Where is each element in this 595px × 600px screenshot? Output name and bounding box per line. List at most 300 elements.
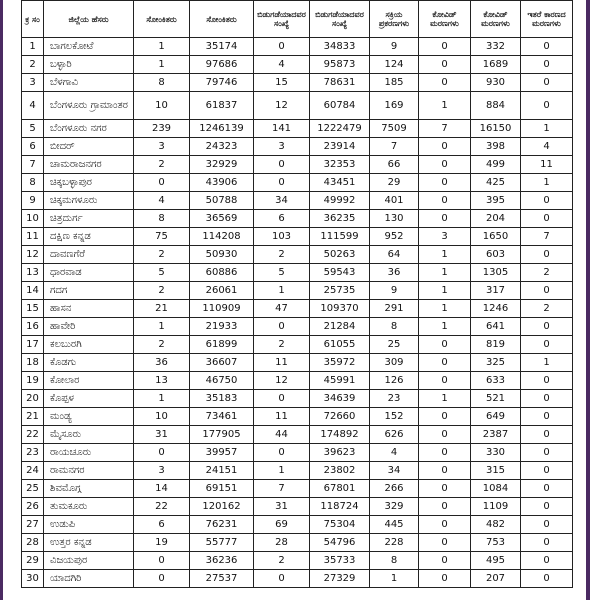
value-cell: 425 — [471, 174, 521, 192]
value-cell: 329 — [370, 498, 419, 516]
header-cell: ಸೋಂಕಿತರು — [190, 1, 254, 38]
serial-number-cell: 27 — [22, 516, 44, 534]
value-cell: 21933 — [190, 318, 254, 336]
value-cell: 27329 — [310, 570, 370, 588]
value-cell: 204 — [471, 210, 521, 228]
value-cell: 35733 — [310, 552, 370, 570]
serial-number-cell: 22 — [22, 426, 44, 444]
value-cell: 0 — [419, 138, 471, 156]
header-row — [22, 1, 573, 38]
value-cell: 3 — [254, 138, 310, 156]
value-cell: 4 — [370, 444, 419, 462]
value-cell: 32353 — [310, 156, 370, 174]
value-cell: 0 — [419, 336, 471, 354]
value-cell: 332 — [471, 38, 521, 56]
value-cell: 0 — [521, 426, 573, 444]
serial-number-cell: 29 — [22, 552, 44, 570]
value-cell: 5 — [254, 264, 310, 282]
value-cell: 36 — [134, 354, 190, 372]
serial-number-cell: 18 — [22, 354, 44, 372]
value-cell: 0 — [419, 74, 471, 92]
value-cell: 0 — [419, 174, 471, 192]
value-cell: 25 — [370, 336, 419, 354]
district-name-cell: ಉಡುಪಿ — [44, 516, 134, 534]
header-cell: ಬಿಡುಗಡೆಯಾದವರ ಸಂಖ್ಯೆ — [254, 1, 310, 38]
value-cell: 4 — [521, 138, 573, 156]
value-cell: 1 — [134, 318, 190, 336]
value-cell: 34 — [254, 192, 310, 210]
serial-number-cell: 8 — [22, 174, 44, 192]
district-name-cell: ಮೈಸೂರು — [44, 426, 134, 444]
value-cell: 12 — [254, 372, 310, 390]
value-cell: 1 — [134, 390, 190, 408]
value-cell: 2 — [134, 336, 190, 354]
value-cell: 0 — [521, 516, 573, 534]
value-cell: 47 — [254, 300, 310, 318]
value-cell: 207 — [471, 570, 521, 588]
value-cell: 43451 — [310, 174, 370, 192]
value-cell: 0 — [254, 38, 310, 56]
value-cell: 8 — [134, 210, 190, 228]
value-cell: 24151 — [190, 462, 254, 480]
value-cell: 398 — [471, 138, 521, 156]
table-row — [22, 192, 573, 210]
table-row — [22, 74, 573, 92]
value-cell: 2 — [134, 282, 190, 300]
value-cell: 0 — [419, 408, 471, 426]
value-cell: 8 — [134, 74, 190, 92]
table-row — [22, 138, 573, 156]
value-cell: 1 — [521, 354, 573, 372]
value-cell: 1 — [134, 38, 190, 56]
value-cell: 0 — [419, 462, 471, 480]
value-cell: 0 — [419, 534, 471, 552]
value-cell: 4 — [134, 192, 190, 210]
value-cell: 239 — [134, 120, 190, 138]
district-covid-table — [21, 0, 573, 588]
value-cell: 61899 — [190, 336, 254, 354]
table-row — [22, 372, 573, 390]
value-cell: 50263 — [310, 246, 370, 264]
value-cell: 49992 — [310, 192, 370, 210]
district-name-cell: ಚಾಮರಾಜನಗರ — [44, 156, 134, 174]
value-cell: 228 — [370, 534, 419, 552]
value-cell: 1246 — [471, 300, 521, 318]
value-cell: 66 — [370, 156, 419, 174]
value-cell: 445 — [370, 516, 419, 534]
district-name-cell: ಚಿತ್ರದುರ್ಗ — [44, 210, 134, 228]
value-cell: 31 — [134, 426, 190, 444]
serial-number-cell: 23 — [22, 444, 44, 462]
table-row — [22, 318, 573, 336]
value-cell: 884 — [471, 92, 521, 120]
value-cell: 15 — [254, 74, 310, 92]
serial-number-cell: 24 — [22, 462, 44, 480]
value-cell: 6 — [134, 516, 190, 534]
value-cell: 330 — [471, 444, 521, 462]
district-name-cell: ರಾಯಚೂರು — [44, 444, 134, 462]
value-cell: 0 — [419, 192, 471, 210]
value-cell: 0 — [521, 390, 573, 408]
value-cell: 109370 — [310, 300, 370, 318]
value-cell: 0 — [521, 534, 573, 552]
value-cell: 2 — [521, 264, 573, 282]
serial-number-cell: 16 — [22, 318, 44, 336]
value-cell: 76231 — [190, 516, 254, 534]
value-cell: 21 — [134, 300, 190, 318]
value-cell: 0 — [419, 480, 471, 498]
table-row — [22, 174, 573, 192]
serial-number-cell: 7 — [22, 156, 44, 174]
value-cell: 45991 — [310, 372, 370, 390]
value-cell: 69 — [254, 516, 310, 534]
district-name-cell: ಬೆಂಗಳೂರು ಗ್ರಾಮಾಂತರ — [44, 92, 134, 120]
value-cell: 31 — [254, 498, 310, 516]
value-cell: 46750 — [190, 372, 254, 390]
value-cell: 1 — [419, 92, 471, 120]
value-cell: 39623 — [310, 444, 370, 462]
district-name-cell: ಹಾವೇರಿ — [44, 318, 134, 336]
value-cell: 0 — [521, 192, 573, 210]
serial-number-cell: 1 — [22, 38, 44, 56]
value-cell: 23802 — [310, 462, 370, 480]
value-cell: 44 — [254, 426, 310, 444]
district-name-cell: ದಕ್ಷಿಣ ಕನ್ನಡ — [44, 228, 134, 246]
value-cell: 13 — [134, 372, 190, 390]
value-cell: 34833 — [310, 38, 370, 56]
value-cell: 1 — [254, 282, 310, 300]
value-cell: 36 — [370, 264, 419, 282]
value-cell: 1246139 — [190, 120, 254, 138]
value-cell: 97686 — [190, 56, 254, 74]
table-row — [22, 336, 573, 354]
value-cell: 11 — [254, 354, 310, 372]
serial-number-cell: 26 — [22, 498, 44, 516]
value-cell: 2387 — [471, 426, 521, 444]
value-cell: 0 — [419, 444, 471, 462]
value-cell: 1 — [419, 246, 471, 264]
serial-number-cell: 15 — [22, 300, 44, 318]
value-cell: 641 — [471, 318, 521, 336]
table-row — [22, 228, 573, 246]
table-row — [22, 246, 573, 264]
value-cell: 1222479 — [310, 120, 370, 138]
value-cell: 21284 — [310, 318, 370, 336]
value-cell: 309 — [370, 354, 419, 372]
value-cell: 1 — [419, 318, 471, 336]
value-cell: 73461 — [190, 408, 254, 426]
value-cell: 266 — [370, 480, 419, 498]
value-cell: 16150 — [471, 120, 521, 138]
value-cell: 36569 — [190, 210, 254, 228]
value-cell: 2 — [254, 552, 310, 570]
district-name-cell: ಬೆಂಗಳೂರು ನಗರ — [44, 120, 134, 138]
value-cell: 35972 — [310, 354, 370, 372]
table-row — [22, 282, 573, 300]
value-cell: 0 — [521, 570, 573, 588]
district-name-cell: ವಿಜಯಪುರ — [44, 552, 134, 570]
value-cell: 649 — [471, 408, 521, 426]
value-cell: 499 — [471, 156, 521, 174]
value-cell: 75304 — [310, 516, 370, 534]
value-cell: 130 — [370, 210, 419, 228]
value-cell: 9 — [370, 38, 419, 56]
value-cell: 59543 — [310, 264, 370, 282]
table-row — [22, 516, 573, 534]
table-row — [22, 444, 573, 462]
left-border-bar — [0, 0, 3, 600]
district-name-cell: ಬೆಳಗಾವಿ — [44, 74, 134, 92]
serial-number-cell: 3 — [22, 74, 44, 92]
value-cell: 1 — [521, 174, 573, 192]
value-cell: 0 — [419, 38, 471, 56]
value-cell: 1 — [419, 300, 471, 318]
value-cell: 3 — [419, 228, 471, 246]
serial-number-cell: 25 — [22, 480, 44, 498]
value-cell: 103 — [254, 228, 310, 246]
value-cell: 0 — [521, 92, 573, 120]
value-cell: 72660 — [310, 408, 370, 426]
value-cell: 28 — [254, 534, 310, 552]
district-name-cell: ಗದಗ — [44, 282, 134, 300]
value-cell: 603 — [471, 246, 521, 264]
value-cell: 24323 — [190, 138, 254, 156]
table-row — [22, 92, 573, 120]
value-cell: 495 — [471, 552, 521, 570]
serial-number-cell: 4 — [22, 92, 44, 120]
table-row — [22, 480, 573, 498]
value-cell: 0 — [419, 570, 471, 588]
value-cell: 11 — [254, 408, 310, 426]
value-cell: 110909 — [190, 300, 254, 318]
header-cell: ಜಿಲ್ಲೆಯ ಹೆಸರು — [44, 1, 134, 38]
value-cell: 27537 — [190, 570, 254, 588]
value-cell: 11 — [521, 156, 573, 174]
serial-number-cell: 6 — [22, 138, 44, 156]
value-cell: 169 — [370, 92, 419, 120]
value-cell: 67801 — [310, 480, 370, 498]
value-cell: 177905 — [190, 426, 254, 444]
value-cell: 23914 — [310, 138, 370, 156]
value-cell: 185 — [370, 74, 419, 92]
serial-number-cell: 19 — [22, 372, 44, 390]
value-cell: 34639 — [310, 390, 370, 408]
value-cell: 0 — [419, 552, 471, 570]
value-cell: 930 — [471, 74, 521, 92]
district-covid-table-container — [21, 0, 572, 588]
value-cell: 0 — [521, 444, 573, 462]
value-cell: 25735 — [310, 282, 370, 300]
value-cell: 36607 — [190, 354, 254, 372]
district-name-cell: ಮಂಡ್ಯ — [44, 408, 134, 426]
district-name-cell: ಉತ್ತರ ಕನ್ನಡ — [44, 534, 134, 552]
serial-number-cell: 5 — [22, 120, 44, 138]
district-name-cell: ಹಾಸನ — [44, 300, 134, 318]
serial-number-cell: 9 — [22, 192, 44, 210]
table-body — [22, 38, 573, 588]
value-cell: 61837 — [190, 92, 254, 120]
value-cell: 0 — [521, 38, 573, 56]
value-cell: 325 — [471, 354, 521, 372]
table-row — [22, 462, 573, 480]
table-row — [22, 426, 573, 444]
value-cell: 952 — [370, 228, 419, 246]
value-cell: 3 — [134, 138, 190, 156]
value-cell: 0 — [419, 372, 471, 390]
district-name-cell: ತುಮಕೂರು — [44, 498, 134, 516]
value-cell: 114208 — [190, 228, 254, 246]
serial-number-cell: 30 — [22, 570, 44, 588]
table-row — [22, 552, 573, 570]
value-cell: 291 — [370, 300, 419, 318]
value-cell: 32929 — [190, 156, 254, 174]
table-row — [22, 264, 573, 282]
value-cell: 26061 — [190, 282, 254, 300]
value-cell: 633 — [471, 372, 521, 390]
district-name-cell: ರಾಮನಗರ — [44, 462, 134, 480]
value-cell: 0 — [521, 552, 573, 570]
value-cell: 0 — [134, 552, 190, 570]
value-cell: 1 — [419, 264, 471, 282]
table-row — [22, 570, 573, 588]
value-cell: 1109 — [471, 498, 521, 516]
value-cell: 39957 — [190, 444, 254, 462]
value-cell: 60886 — [190, 264, 254, 282]
right-border-bar — [586, 0, 590, 600]
value-cell: 34 — [370, 462, 419, 480]
value-cell: 0 — [419, 210, 471, 228]
value-cell: 8 — [370, 552, 419, 570]
table-row — [22, 56, 573, 74]
value-cell: 0 — [521, 336, 573, 354]
district-name-cell: ಬಳ್ಳಾರಿ — [44, 56, 134, 74]
value-cell: 315 — [471, 462, 521, 480]
header-cell: ಕೋವಿಡ್ ಮರಣಗಳು — [471, 1, 521, 38]
district-name-cell: ಬಾಗಲಕೋಟೆ — [44, 38, 134, 56]
table-row — [22, 498, 573, 516]
value-cell: 1 — [370, 570, 419, 588]
table-row — [22, 534, 573, 552]
district-name-cell: ಚಿಕ್ಕಮಗಳೂರು — [44, 192, 134, 210]
district-name-cell: ಚಿಕ್ಕಬಳ್ಳಾಪುರ — [44, 174, 134, 192]
value-cell: 10 — [134, 408, 190, 426]
header-cell: ಕ್ರ ಸಂ — [22, 1, 44, 38]
value-cell: 126 — [370, 372, 419, 390]
district-name-cell: ಬೀದರ್ — [44, 138, 134, 156]
table-row — [22, 300, 573, 318]
table-row — [22, 390, 573, 408]
serial-number-cell: 10 — [22, 210, 44, 228]
value-cell: 36236 — [190, 552, 254, 570]
value-cell: 0 — [419, 426, 471, 444]
district-name-cell: ದಾವಣಗೆರೆ — [44, 246, 134, 264]
value-cell: 60784 — [310, 92, 370, 120]
value-cell: 0 — [521, 408, 573, 426]
value-cell: 482 — [471, 516, 521, 534]
value-cell: 0 — [521, 246, 573, 264]
value-cell: 19 — [134, 534, 190, 552]
value-cell: 0 — [419, 156, 471, 174]
value-cell: 0 — [419, 56, 471, 74]
serial-number-cell: 12 — [22, 246, 44, 264]
value-cell: 0 — [521, 318, 573, 336]
value-cell: 0 — [521, 74, 573, 92]
value-cell: 2 — [521, 300, 573, 318]
value-cell: 95873 — [310, 56, 370, 74]
value-cell: 0 — [254, 570, 310, 588]
value-cell: 1 — [419, 282, 471, 300]
value-cell: 50788 — [190, 192, 254, 210]
serial-number-cell: 2 — [22, 56, 44, 74]
value-cell: 111599 — [310, 228, 370, 246]
district-name-cell: ಕೊಪ್ಪಳ — [44, 390, 134, 408]
table-row — [22, 156, 573, 174]
value-cell: 0 — [134, 570, 190, 588]
value-cell: 0 — [521, 372, 573, 390]
header-cell: ಇತರೆ ಕಾರಣದ ಮರಣಗಳು — [521, 1, 573, 38]
table-row — [22, 408, 573, 426]
value-cell: 141 — [254, 120, 310, 138]
header-cell: ಬಿಡುಗಡೆಯಾದವರ ಸಂಖ್ಯೆ — [310, 1, 370, 38]
value-cell: 0 — [134, 174, 190, 192]
value-cell: 7 — [521, 228, 573, 246]
value-cell: 14 — [134, 480, 190, 498]
district-name-cell: ಶಿವಮೊಗ್ಗ — [44, 480, 134, 498]
value-cell: 0 — [254, 174, 310, 192]
value-cell: 124 — [370, 56, 419, 74]
value-cell: 0 — [254, 444, 310, 462]
value-cell: 35183 — [190, 390, 254, 408]
value-cell: 174892 — [310, 426, 370, 444]
value-cell: 50930 — [190, 246, 254, 264]
value-cell: 0 — [521, 282, 573, 300]
value-cell: 1084 — [471, 480, 521, 498]
district-name-cell: ಕೊಡಗು — [44, 354, 134, 372]
value-cell: 7509 — [370, 120, 419, 138]
value-cell: 120162 — [190, 498, 254, 516]
value-cell: 1 — [134, 56, 190, 74]
value-cell: 5 — [134, 264, 190, 282]
value-cell: 23 — [370, 390, 419, 408]
serial-number-cell: 21 — [22, 408, 44, 426]
district-name-cell: ಕೋಲಾರ — [44, 372, 134, 390]
value-cell: 35174 — [190, 38, 254, 56]
value-cell: 29 — [370, 174, 419, 192]
header-cell: ಕೋವಿಡ್ ಮರಣಗಳು — [419, 1, 471, 38]
value-cell: 54796 — [310, 534, 370, 552]
serial-number-cell: 11 — [22, 228, 44, 246]
value-cell: 2 — [254, 246, 310, 264]
value-cell: 7 — [254, 480, 310, 498]
value-cell: 6 — [254, 210, 310, 228]
value-cell: 8 — [370, 318, 419, 336]
value-cell: 2 — [134, 246, 190, 264]
value-cell: 0 — [254, 156, 310, 174]
value-cell: 10 — [134, 92, 190, 120]
value-cell: 61055 — [310, 336, 370, 354]
serial-number-cell: 17 — [22, 336, 44, 354]
value-cell: 22 — [134, 498, 190, 516]
value-cell: 7 — [370, 138, 419, 156]
value-cell: 626 — [370, 426, 419, 444]
value-cell: 69151 — [190, 480, 254, 498]
value-cell: 9 — [370, 282, 419, 300]
table-row — [22, 210, 573, 228]
value-cell: 118724 — [310, 498, 370, 516]
value-cell: 0 — [134, 444, 190, 462]
table-row — [22, 354, 573, 372]
value-cell: 79746 — [190, 74, 254, 92]
